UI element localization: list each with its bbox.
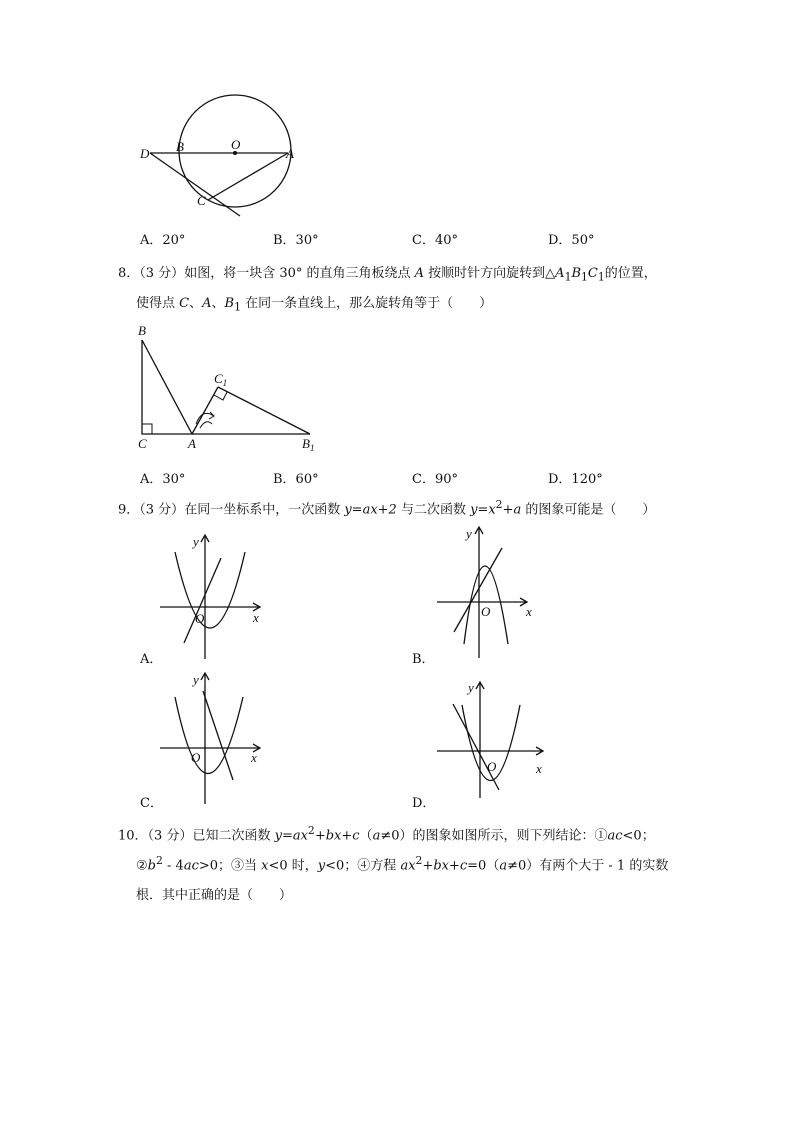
q7-tangent-DC (150, 153, 240, 216)
q10-stem-line3: 根．其中正确的是（ ） (136, 888, 293, 903)
q9-option-a[interactable]: A． (140, 652, 163, 667)
q8-option-c[interactable]: C．90° (412, 472, 458, 487)
q8-rotation-arrow-icon (209, 412, 214, 419)
q7-label-B: B (176, 139, 184, 154)
q7-line-CA (208, 153, 288, 200)
q9c-x-label: x (251, 750, 257, 765)
q8-option-a[interactable]: A．30° (140, 472, 186, 487)
q7-option-c[interactable]: C．40° (412, 233, 458, 248)
q7-label-C: C (197, 193, 206, 208)
q7-label-D: D (140, 146, 150, 161)
q9-option-c[interactable]: C． (140, 796, 163, 811)
q9c-origin-label: O (191, 750, 201, 765)
q9b-origin-label: O (481, 604, 491, 619)
q10-stem-line1: 10．（3 分）已知二次函数 $y=ax^2+bx+c(a\ne 0)$的图象如图所示，则下列结论：①ac<0； (118, 824, 655, 844)
q9c-y-label: y (193, 672, 199, 687)
q9a-parabola (175, 552, 245, 628)
q9b-x-label: x (526, 604, 532, 619)
q8-rotation-mark-icon (200, 422, 212, 428)
q8-side-C1B1 (218, 387, 310, 434)
q9b-line (454, 548, 502, 632)
q8-option-b[interactable]: B．60° (273, 472, 319, 487)
q9-graph-c (155, 670, 270, 805)
q9a-x-label: x (253, 610, 259, 625)
q9a-origin-label: O (195, 611, 205, 626)
q8-triangle-figure (130, 320, 330, 455)
q8-label-C: C (138, 436, 147, 451)
q7-circle-figure (130, 85, 310, 225)
q7-option-b[interactable]: B．30° (273, 233, 319, 248)
q9-graph-b (432, 524, 547, 660)
q8-label-B1: $B_1$ (302, 436, 315, 453)
q9d-y-label: y (468, 680, 474, 695)
q9-graph-d (432, 678, 552, 800)
q9-stem: 9．（3 分）在同一坐标系中，一次函数 y=ax+2 与二次函数 $y=x^2+a$ 的图象可能是（ ） (118, 498, 656, 518)
q9a-y-label: y (193, 534, 199, 549)
q9-option-d[interactable]: D． (412, 796, 436, 811)
q10-stem-line2: $②b^2 - 4ac>0$；③当 x<0 时，y<0；④方程 $ax^2+bx+c=0(a\ne 0)$有两个大于 - 1 的实数 (136, 854, 669, 874)
q8-stem-line1: 8．（3 分）如图，将一块含 30° 的直角三角板绕点 A 按顺时针方向旋转到$\triangle A_1B_1C_1$的位置， (118, 266, 657, 284)
q8-label-A: A (188, 436, 196, 451)
q8-right-angle-C1 (214, 392, 227, 400)
q7-label-A: A (286, 146, 294, 161)
q8-label-B: B (138, 323, 146, 338)
q8-option-d[interactable]: D．120° (548, 472, 603, 487)
q8-label-C1: $C_1$ (214, 371, 228, 388)
q9d-x-label: x (536, 761, 542, 776)
q8-stem-line2: 使得点 C、A、$B_1$ 在同一条直线上，那么旋转角等于（ ） (136, 296, 493, 314)
q9-option-b[interactable]: B． (412, 652, 435, 667)
q8-triangle-ABC (142, 340, 192, 434)
q8-right-angle-C (142, 424, 152, 434)
q9-graph-a (155, 532, 270, 660)
q9d-origin-label: O (487, 759, 497, 774)
q7-option-a[interactable]: A．20° (140, 233, 186, 248)
q7-option-d[interactable]: D．50° (548, 233, 595, 248)
q9b-y-label: y (466, 526, 472, 541)
q9d-line (453, 704, 499, 790)
q8-side-AC1 (192, 387, 218, 434)
q7-label-O: O (231, 137, 241, 152)
